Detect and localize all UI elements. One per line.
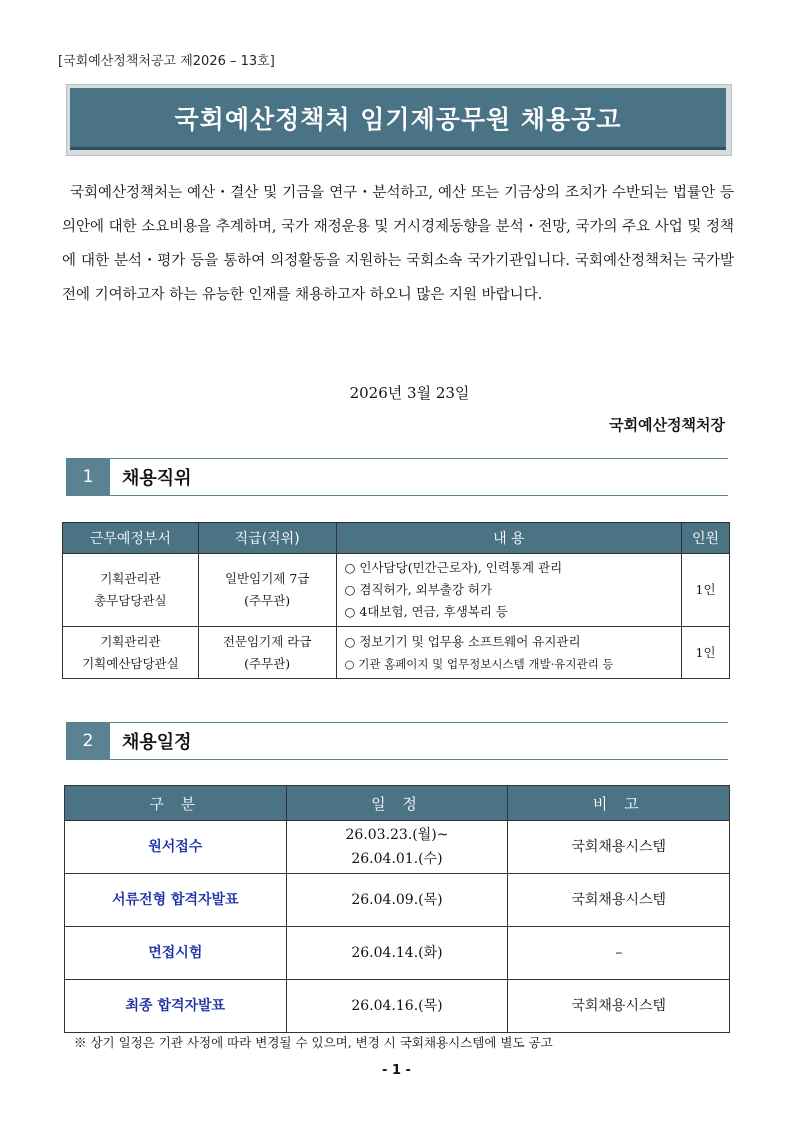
section-2-number: 2 — [66, 723, 110, 759]
count-cell: 1인 — [682, 627, 730, 679]
grade-line: (주무관) — [244, 655, 291, 671]
grade-line: 전문임기제 라급 — [222, 633, 312, 649]
col-header-schedule: 일 정 — [286, 786, 508, 821]
positions-header-row — [63, 523, 730, 554]
table-row — [65, 927, 730, 980]
note-cell: – — [508, 927, 730, 980]
duties-cell — [336, 554, 682, 627]
section-2-header — [66, 722, 728, 760]
section-1-title: 채용직위 — [122, 468, 192, 489]
positions-table — [62, 522, 730, 679]
stage-cell: 원서접수 — [65, 821, 287, 874]
page-title: 국회예산정책처 임기제공무원 채용공고 — [174, 104, 622, 134]
count-cell: 1인 — [682, 554, 730, 627]
dept-line: 기획관리관 — [100, 633, 161, 649]
stage-cell: 면접시험 — [65, 927, 287, 980]
schedule-line: 26.04.01.(수) — [351, 851, 443, 867]
duty-item: ○ 겸직허가, 외부출강 허가 — [344, 582, 493, 597]
schedule-line: 26.03.23.(월)~ — [345, 827, 449, 843]
duty-item: ○ 4대보험, 연금, 후생복리 등 — [344, 604, 508, 619]
schedule-cell: 26.04.16.(목) — [286, 980, 508, 1033]
col-header-grade: 직급(직위) — [198, 523, 336, 554]
col-header-stage: 구 분 — [65, 786, 287, 821]
dept-line: 기획관리관 — [100, 571, 161, 586]
section-1-header — [66, 458, 728, 496]
dept-line: 기획예산담당관실 — [82, 655, 179, 671]
duty-item: ○ 기관 홈페이지 및 업무정보시스템 개발·유지관리 등 — [344, 656, 614, 671]
duty-item: ○ 정보기기 및 업무용 소프트웨어 유지관리 — [344, 633, 581, 649]
section-1-number: 1 — [66, 459, 110, 495]
stage-cell: 서류전형 합격자발표 — [65, 874, 287, 927]
col-header-note: 비 고 — [508, 786, 730, 821]
section-2-title: 채용일정 — [122, 732, 192, 753]
table-row — [63, 554, 730, 627]
grade-cell — [198, 627, 336, 679]
col-header-count: 인원 — [682, 523, 730, 554]
notice-date: 2026년 3월 23일 — [349, 384, 470, 402]
note-cell: 국회채용시스템 — [508, 980, 730, 1033]
dept-line: 총무담당관실 — [94, 593, 167, 608]
title-banner — [66, 84, 730, 154]
grade-line: 일반임기제 7급 — [224, 571, 310, 586]
schedule-cell — [286, 821, 508, 874]
notice-number: [국회예산정책처공고 제2026 – 13호] — [58, 54, 275, 69]
duty-item: ○ 인사담당(민간근로자), 인력통계 관리 — [344, 560, 563, 575]
grade-line: (주무관) — [244, 593, 291, 608]
table-row — [65, 821, 730, 874]
table-row — [65, 874, 730, 927]
schedule-table — [64, 785, 730, 1033]
issuer: 국회예산정책처장 — [609, 416, 725, 434]
table-row — [65, 980, 730, 1033]
note-cell: 국회채용시스템 — [508, 874, 730, 927]
table-row — [63, 627, 730, 679]
title-box — [70, 88, 726, 150]
schedule-cell: 26.04.09.(목) — [286, 874, 508, 927]
dept-cell — [63, 627, 199, 679]
stage-cell: 최종 합격자발표 — [65, 980, 287, 1033]
col-header-dept: 근무예정부서 — [63, 523, 199, 554]
note-cell: 국회채용시스템 — [508, 821, 730, 874]
duties-cell — [336, 627, 682, 679]
page-number: - 1 - — [382, 1063, 411, 1078]
dept-cell — [63, 554, 199, 627]
schedule-footnote: ※ 상기 일정은 기관 사정에 따라 변경될 수 있으며, 변경 시 국회채용시스템에 별도 공고 — [74, 1035, 553, 1050]
schedule-header-row — [65, 786, 730, 821]
grade-cell — [198, 554, 336, 627]
col-header-duties: 내 용 — [336, 523, 682, 554]
schedule-cell: 26.04.14.(화) — [286, 927, 508, 980]
intro-paragraph: 국회예산정책처는 예산・결산 및 기금을 연구・분석하고, 예산 또는 기금상의 조치가 수반되는 법률안 등 의안에 대한 소요비용을 추계하며, 국가 재정운용 및 거시경제동향을 분석・전망, 국가의 주요 사업 및 정책에 대한 분석・평가 등을 통하여 의정활동을 지원하는 국회소속 국가기관입니다. 국회예산정책처는 국가발전에 기여하고자 하는 유능한 인재를 채용하고자 하오니 많은 지원 바랍니다. — [62, 185, 734, 303]
